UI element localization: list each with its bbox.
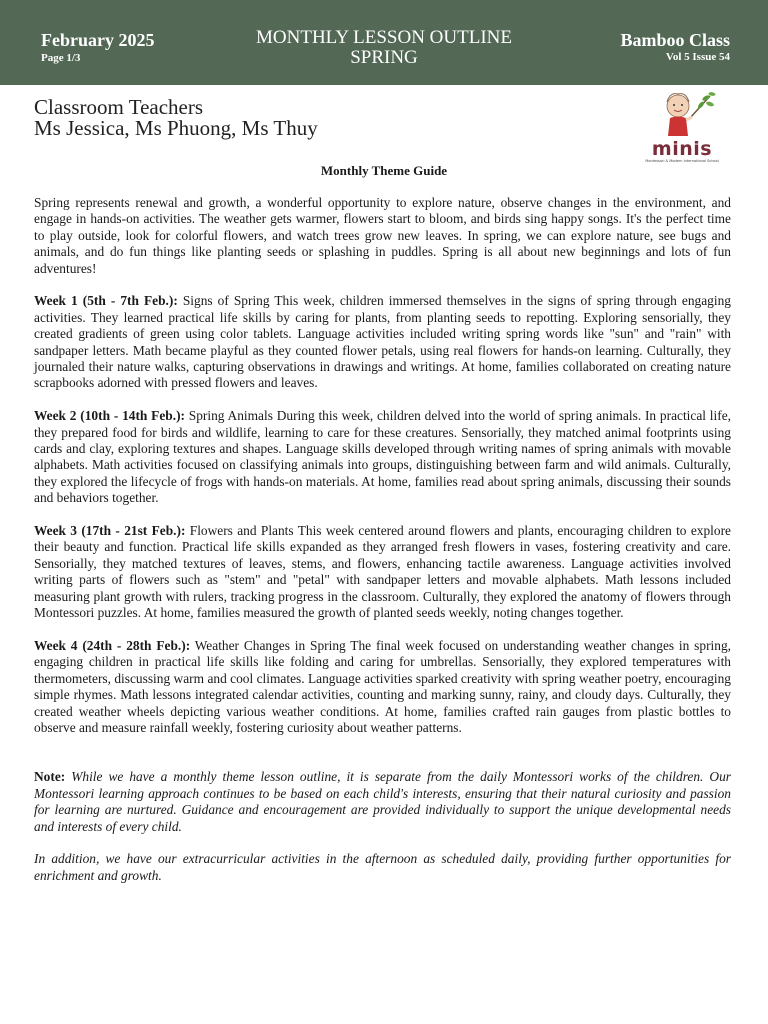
page-title [200,28,568,68]
week-2-label: Week 2 (10th - 14th Feb.): [34,408,185,424]
header-banner [0,0,768,85]
week-4-paragraph [34,638,731,736]
notes-section [34,769,731,884]
title-line-2: SPRING [350,47,418,68]
week-2-text: Spring Animals During this week, children delved into the world of spring animals. In practical life, they prepared food for birds and wildlife, learning to care for these creatures. Sensorially, they matched animal footprints using cards and clay, exploring textures and shapes. Language skills developed through writing names of spring animals with movable alphabets. Math activities focused on classifying animals into groups, distinguishing between farm and wild animals. Culturally, they explored the lifecycle of frogs with hands-on materials. At home, families read about spring animals, discussing their sounds and behaviors together. [34,408,731,506]
week-4-text: Weather Changes in Spring The final week focused on understanding weather changes in spring, engaging children in practical life skills like folding and caring for umbrellas. Sensorially, they explored temperatures with thermometers, discussing warm and cool climates. Language activities sparked creativity with spring weather poetry, encouraging simple rhymes. Math lessons integrated calendar activities, counting and marking sunny, rainy, and cloudy days. Culturally, they created weather wheels depicting various weather conditions. At home, families crafted rain gauges from plastic bottles to observe and measure rainfall weekly, fostering curiosity about weather patterns. [34,637,731,735]
week-4-label: Week 4 (24th - 28th Feb.): [34,637,191,653]
teachers-block [34,97,318,139]
child-mascot-icon [640,88,724,140]
class-name: Bamboo Class [620,30,730,50]
page-number: Page 1/3 [41,52,81,64]
teachers-names: Ms Jessica, Ms Phuong, Ms Thuy [34,116,318,140]
note-paragraph [34,769,731,835]
header-left [41,30,154,64]
header-right [620,30,730,63]
teachers-heading: Classroom Teachers [34,95,204,119]
theme-guide-heading: Monthly Theme Guide [320,163,448,178]
article-body [34,195,731,901]
week-1-label: Week 1 (5th - 7th Feb.): [34,293,178,309]
volume-issue: Vol 5 Issue 54 [665,51,730,63]
week-3-paragraph [34,523,731,621]
week-1-paragraph [34,293,731,391]
extracurricular-paragraph: In addition, we have our extracurricular activities in the afternoon as scheduled daily, providing further opportunities for enrichment and growth. [34,851,731,883]
note-text: While we have a monthly theme lesson outline, it is separate from the daily Montessori works of the children. Our Montessori learning approach continues to be based on each child's interests, ensuring that their natural curiosity and passion for learning are nurtured. Guidance and encouragement are provided individually to support the unique developmental needs and interests of every child. [34,769,731,834]
week-3-label: Week 3 (17th - 21st Feb.): [34,523,186,539]
intro-paragraph: Spring represents renewal and growth, a wonderful opportunity to explore nature, observe changes in the environment, and engage in hands-on activities. The weather gets warmer, flowers start to bloom, and birds sing happy songs. It's the perfect time to play outside, look for colorful flowers, and watch trees grow new leaves. In spring, we can explore nature, see bugs and animals, and do fun things like planting seeds or splashing in puddles. Spring is all about new beginnings and lots of fun adventures! [34,195,731,276]
week-2-paragraph [34,408,731,506]
logo-wordmark: minis [651,138,713,160]
week-1-text: Signs of Spring This week, children immersed themselves in the signs of spring through engaging activities. They learned practical life skills by caring for plants, from planting seeds to repotting. Exploring sensorially, they created gradients of green using color tablets. Language activities included writing spring words like "sun" and "rain" with sandpaper letters. Math became playful as they counted flower petals, using real flowers for hands-on learning. Culturally, they journaled their nature walks, capturing observations in drawings and writings. At home, families collaborated on creating nature scrapbooks adorned with pressed flowers and leaves. [34,293,731,391]
school-logo [640,88,724,166]
title-line-1: MONTHLY LESSON OUTLINE [256,27,512,48]
week-3-text: Flowers and Plants This week centered around flowers and plants, encouraging children to explore their beauty and function. Practical life skills expanded as they arranged fresh flowers in vases, fostering creativity and care. Sensorially, they matched textures of leaves, stems, and flowers, enhancing tactile awareness. Language activities involved writing parts of flowers such as "stem" and "petal" with sandpaper letters and movable alphabets. Math lessons included measuring plant growth with rulers, tracking progress in the classroom. Culturally, they explored the anatomy of flowers through Montessori puzzles. At home, families measured the growth of planted seeds weekly, noting changes together. [34,523,731,621]
logo-subtext: Montessori & Modern International School [645,159,719,163]
note-label: Note: [34,769,66,785]
issue-date: February 2025 [41,30,155,50]
